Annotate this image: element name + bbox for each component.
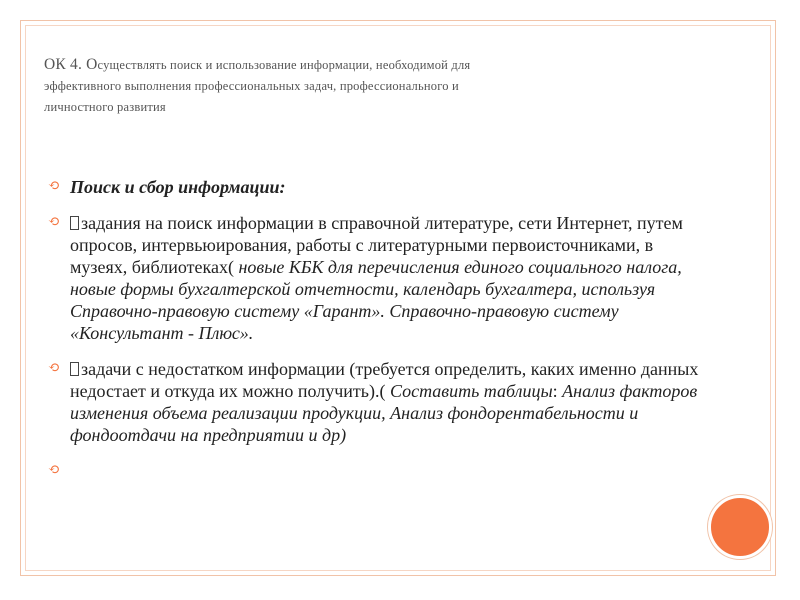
item-text-italic: новые КБК для перечисления единого социального налога, новые формы бухгалтерской отчетности, календарь бухгалтера, используя Справочно-правовую систему «Гарант». Справочно-правовую систему «Консультант - Плюс». [70,257,682,343]
slide-body [48,176,703,478]
bullet-icon: ⟲ [48,463,60,478]
slide-title [44,54,684,118]
bullet-icon: ⟲ [48,215,60,230]
title-line-2: эффективного выполнения профессиональных задач, профессионального и [44,79,459,93]
orange-circle-decoration [708,495,772,559]
item-text-italic: Анализ факторов изменения объема реализации продукции, Анализ фондорентабельности и фондоотдачи на предприятии и др) [70,381,698,445]
list-item [48,358,703,446]
item-text: : [552,381,563,401]
list-item [48,212,703,344]
bullet-icon: ⟲ [48,361,60,376]
title-line-3: личностного развития [44,100,166,114]
list-item [48,176,703,198]
item-text-italic: Составить таблицы [389,381,553,401]
item-text: задачи с недостатком информации (требуется определить, каких именно данных недостает и откуда их можно получить).( [70,359,699,401]
bullet-icon: ⟲ [48,179,60,194]
missing-glyph-icon [70,362,79,376]
item-text: задания на поиск информации в справочной литературе, сети Интернет, путем опросов, интервьюирования, работы с литературными первоисточниками, в музеях, библиотеках( [70,213,683,277]
title-line-1: ОК 4. Осуществлять поиск и использование информации, необходимой для [44,56,471,73]
missing-glyph-icon [70,216,79,230]
section-heading: Поиск и сбор информации: [70,177,286,197]
